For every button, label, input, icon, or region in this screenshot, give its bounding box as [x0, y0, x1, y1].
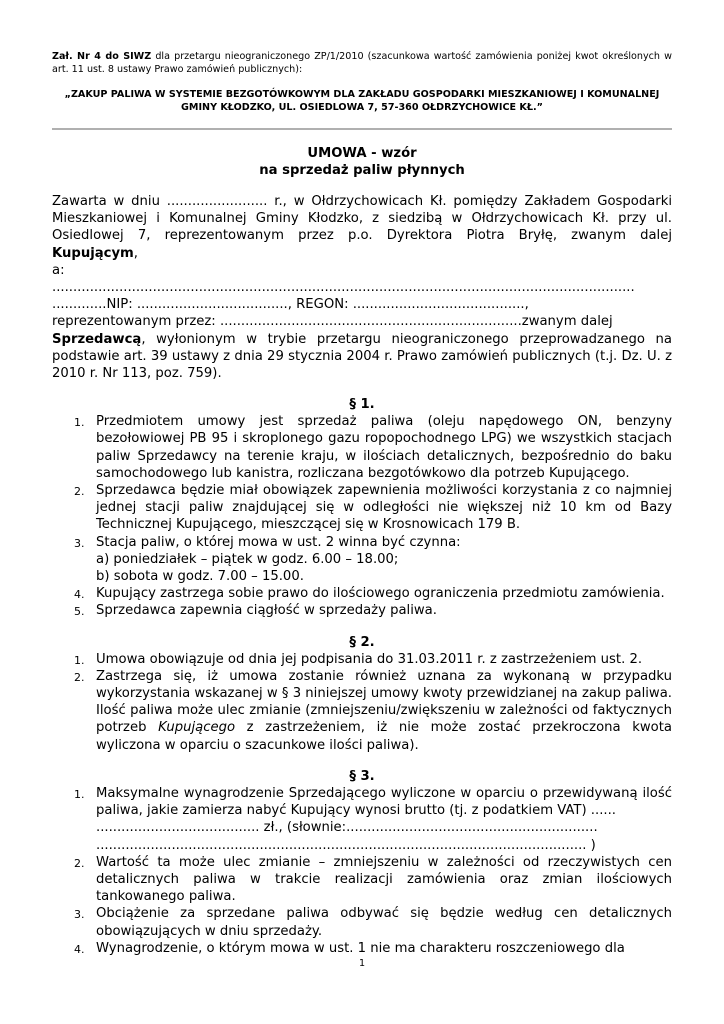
- header-divider: [52, 128, 672, 130]
- attachment-description: dla przetargu nieograniczonego ZP/1/2010 (szacunkowa wartość zamówienia poniżej kwot określonych w art. 11 ust. 8 ustawy Prawo zamówień publicznych):: [52, 51, 672, 75]
- item-text: Zastrzega się, iż umowa zostanie również uznana za wykonaną w przypadku wykorzystania wskazanej w § 3 niniejszej umowy kwoty przewidzianej na zakup paliwa. Ilość paliwa może ulec zmianie (zmniejszeniu/zwiększeniu w zależności od faktycznych potrzeb: [96, 668, 672, 736]
- intro-text-2: ,: [133, 245, 138, 261]
- intro-text-1: Zawarta w dniu ........................ r., w Ołdrzychowicach Kł. pomiędzy Zakładem Gospodarki Mieszkaniowej i Komunalnej Gminy Kłodzko, z siedzibą w Ołdrzychowicach Kł. przy ul. Osiedlowej 7, reprezentowanym przez p.o. Dyrektora Piotra Bryłę, zwanym dalej: [52, 194, 672, 244]
- item-text: Sprzedawca zapewnia ciągłość w sprzedaży paliwa.: [96, 603, 437, 619]
- section-1-item-1: [52, 413, 672, 482]
- section-3-list: [52, 785, 672, 957]
- item-number: 4.: [74, 588, 85, 602]
- item-text: Kupujący zastrzega sobie prawo do ilościowego ograniczenia przedmiotu zamówienia.: [96, 586, 665, 602]
- attachment-label: Zał. Nr 4 do SIWZ: [52, 51, 152, 62]
- item-text: Stacja paliw, o której mowa w ust. 2 winna być czynna:: [96, 534, 461, 550]
- attachment-header: [52, 50, 672, 76]
- section-3-item-2: [52, 854, 672, 906]
- item-number: 2.: [74, 485, 85, 499]
- section-2-title: § 2.: [349, 634, 375, 650]
- representative-blank: reprezentowanym przez: ........................................................................zwanym dalej: [52, 314, 613, 330]
- section-3-title: § 3.: [349, 768, 375, 784]
- seller-paragraph: [52, 331, 672, 383]
- section-1-item-2: [52, 482, 672, 534]
- item-number: 5.: [74, 605, 85, 619]
- document-page: [52, 50, 672, 957]
- section-2-item-2: [52, 668, 672, 754]
- item-text-cont: z zastrzeżeniem, iż nie może zostać przekroczona kwota wyliczona w oparciu o szacunkowe ilości paliwa).: [96, 720, 672, 753]
- page-number: 1: [358, 958, 366, 969]
- intro-paragraph: [52, 193, 672, 262]
- opening-hours-weekdays: a) poniedziałek – piątek w godz. 6.00 – 18.00;: [96, 551, 399, 567]
- a-label: a:: [52, 262, 65, 278]
- opening-hours-saturday: b) sobota w godz. 7.00 – 15.00.: [96, 569, 304, 585]
- document-title-line2: na sprzedaż paliw płynnych: [259, 163, 465, 178]
- nip-regon-blank: .............NIP: ...................................., REGON: .........................................,: [52, 297, 529, 313]
- item-text: Maksymalne wynagrodzenie Sprzedającego wyliczone w oparciu o przewidywaną ilość paliwa, jakie zamierza nabyć Kupujący wynosi brutto (tj. z podatkiem VAT) ......: [96, 785, 672, 819]
- amount-words-blank: ..................................................................................................................... ): [96, 837, 596, 853]
- contract-intro: [52, 193, 672, 382]
- item-number: 1.: [74, 653, 85, 667]
- item-text: Przedmiotem umowy jest sprzedaż paliwa (oleju napędowego ON, benzyny bezołowiowej PB 95 i skroplonego gazu ropopochodnego LPG) we wszystkich stacjach paliw Sprzedawcy na terenie kraju, w ilościach detalicznych, bezpośrednio do baku samochodowego lub kanistra, rozliczana bezgotówkowo dla potrzeb Kupującego.: [96, 414, 672, 481]
- section-3-item-3: [52, 905, 672, 939]
- seller-term: Sprzedawcą: [52, 331, 142, 347]
- buyer-italic: Kupującego: [158, 720, 236, 736]
- section-3-item-1: [52, 785, 672, 854]
- seller-name-blank: ...........................................................................................................................................: [52, 280, 635, 296]
- section-1-list: [52, 413, 672, 619]
- item-text: Wynagrodzenie, o którym mowa w ust. 1 nie ma charakteru roszczeniowego dla: [96, 940, 625, 956]
- item-number: 3.: [74, 536, 85, 550]
- section-2-item-1: [52, 651, 672, 668]
- section-1-item-4: [52, 585, 672, 602]
- item-number: 2.: [74, 670, 85, 684]
- section-1-item-5: [52, 602, 672, 619]
- document-title-line1: UMOWA - wzór: [307, 146, 417, 161]
- section-3-item-4: [52, 940, 672, 957]
- item-number: 1.: [74, 416, 85, 430]
- intro-text-3: , wyłonionym w trybie przetargu nieograniczonego przeprowadzanego na podstawie art. 39 ustawy z dnia 29 stycznia 2004 r. Prawo zamówień publicznych (t.j. Dz. U. z 2010 r. Nr 113, poz. 759).: [52, 331, 672, 382]
- document-title: [52, 145, 672, 179]
- buyer-term: Kupującym: [52, 245, 134, 261]
- section-2-list: [52, 651, 672, 754]
- amount-blank: ....................................... zł., (słownie:............................................................: [96, 820, 598, 836]
- item-number: 1.: [74, 787, 85, 801]
- section-1-item-3: [52, 534, 672, 586]
- item-text: Wartość ta może ulec zmianie – zmniejszeniu w zależności od rzeczywistych cen detalicznych paliwa w trakcie realizacji zamówienia oraz zmian ilościowych tankowanego paliwa.: [96, 854, 672, 905]
- item-text: Obciążenie za sprzedane paliwa odbywać się będzie według cen detalicznych obowiązujących w dniu sprzedaży.: [96, 906, 672, 939]
- tender-title: „ZAKUP PALIWA W SYSTEMIE BEZGOTÓWKOWYM DLA ZAKŁADU GOSPODARKI MIESZKANIOWEJ I KOMUNALNEJ GMINY KŁODZKO, UL. OSIEDLOWA 7, 57-360 OŁDRZYCHOWICE KŁ.”: [64, 89, 660, 113]
- item-text: Umowa obowiązuje od dnia jej podpisania do 31.03.2011 r. z zastrzeżeniem ust. 2.: [96, 651, 643, 667]
- item-text: Sprzedawca będzie miał obowiązek zapewnienia możliwości korzystania z co najmniej jednej stacji paliw znajdującej się w odległości nie większej niż 10 km od Bazy Technicznej Kupującego, mieszczącej się w Krosnowicach 179 B.: [96, 483, 672, 533]
- section-1-title: § 1.: [349, 397, 375, 413]
- item-number: 2.: [74, 856, 85, 870]
- item-number: 4.: [74, 942, 85, 956]
- item-number: 3.: [74, 908, 85, 922]
